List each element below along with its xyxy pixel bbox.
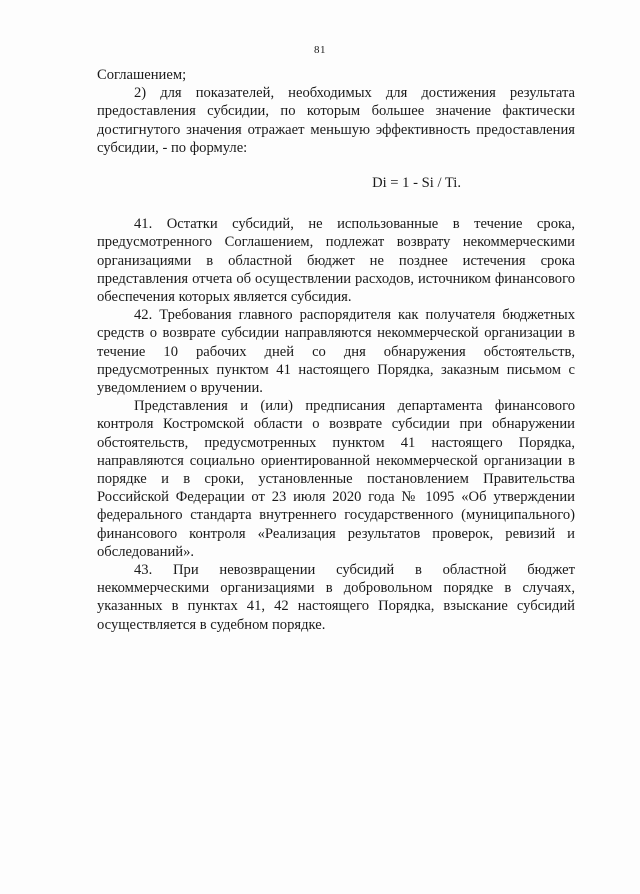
paragraph-42-continuation: Представления и (или) предписания департамента финансового контроля Костромской области о возврате субсидии при обнаружении обстоятельств, предусмотренных пунктом 41 настоящего Порядка, направляются социально ориентированной некоммерческой организации в порядке и в сроки, установленные постановлением Правительства Российской Федерации от 23 июля 2020 года № 1095 «Об утверждении федерального стандарта внутреннего государственного (муниципального) финансового контроля «Реализация результатов проверок, ревизий и обследований». bbox=[97, 398, 575, 560]
page-number: 81 bbox=[314, 44, 326, 56]
paragraph-42: 42. Требования главного распорядителя как получателя бюджетных средств о возврате субсидии направляются некоммерческой организации в течение 10 рабочих дней со дня обнаружения обстоятельств, предусмотренных пунктом 41 настоящего Порядка, заказным письмом с уведомлением о вручении. bbox=[97, 307, 575, 397]
document-body bbox=[97, 66, 575, 634]
paragraph-43: 43. При невозвращении субсидий в областной бюджет некоммерческими организациями в добровольном порядке в случаях, указанных в пунктах 41, 42 настоящего Порядка, взыскание субсидий осуществляется в судебном порядке. bbox=[97, 562, 575, 633]
formula: Di = 1 - Si / Ti. bbox=[372, 175, 461, 192]
paragraph-41: 41. Остатки субсидий, не использованные в течение срока, предусмотренного Соглашением, подлежат возврату некоммерческими организациями в областной бюджет не позднее истечения срока представления отчета об осуществлении расходов, источником финансового обеспечения которых является субсидия. bbox=[97, 216, 575, 306]
paragraph-continuation: Соглашением; bbox=[97, 67, 187, 83]
paragraph-item-2: 2) для показателей, необходимых для достижения результата предоставления субсидии, по которым большее значение фактически достигнутого значения отражает меньшую эффективность предоставления субсидии, - по формуле: bbox=[97, 85, 575, 156]
spacer bbox=[97, 192, 575, 215]
